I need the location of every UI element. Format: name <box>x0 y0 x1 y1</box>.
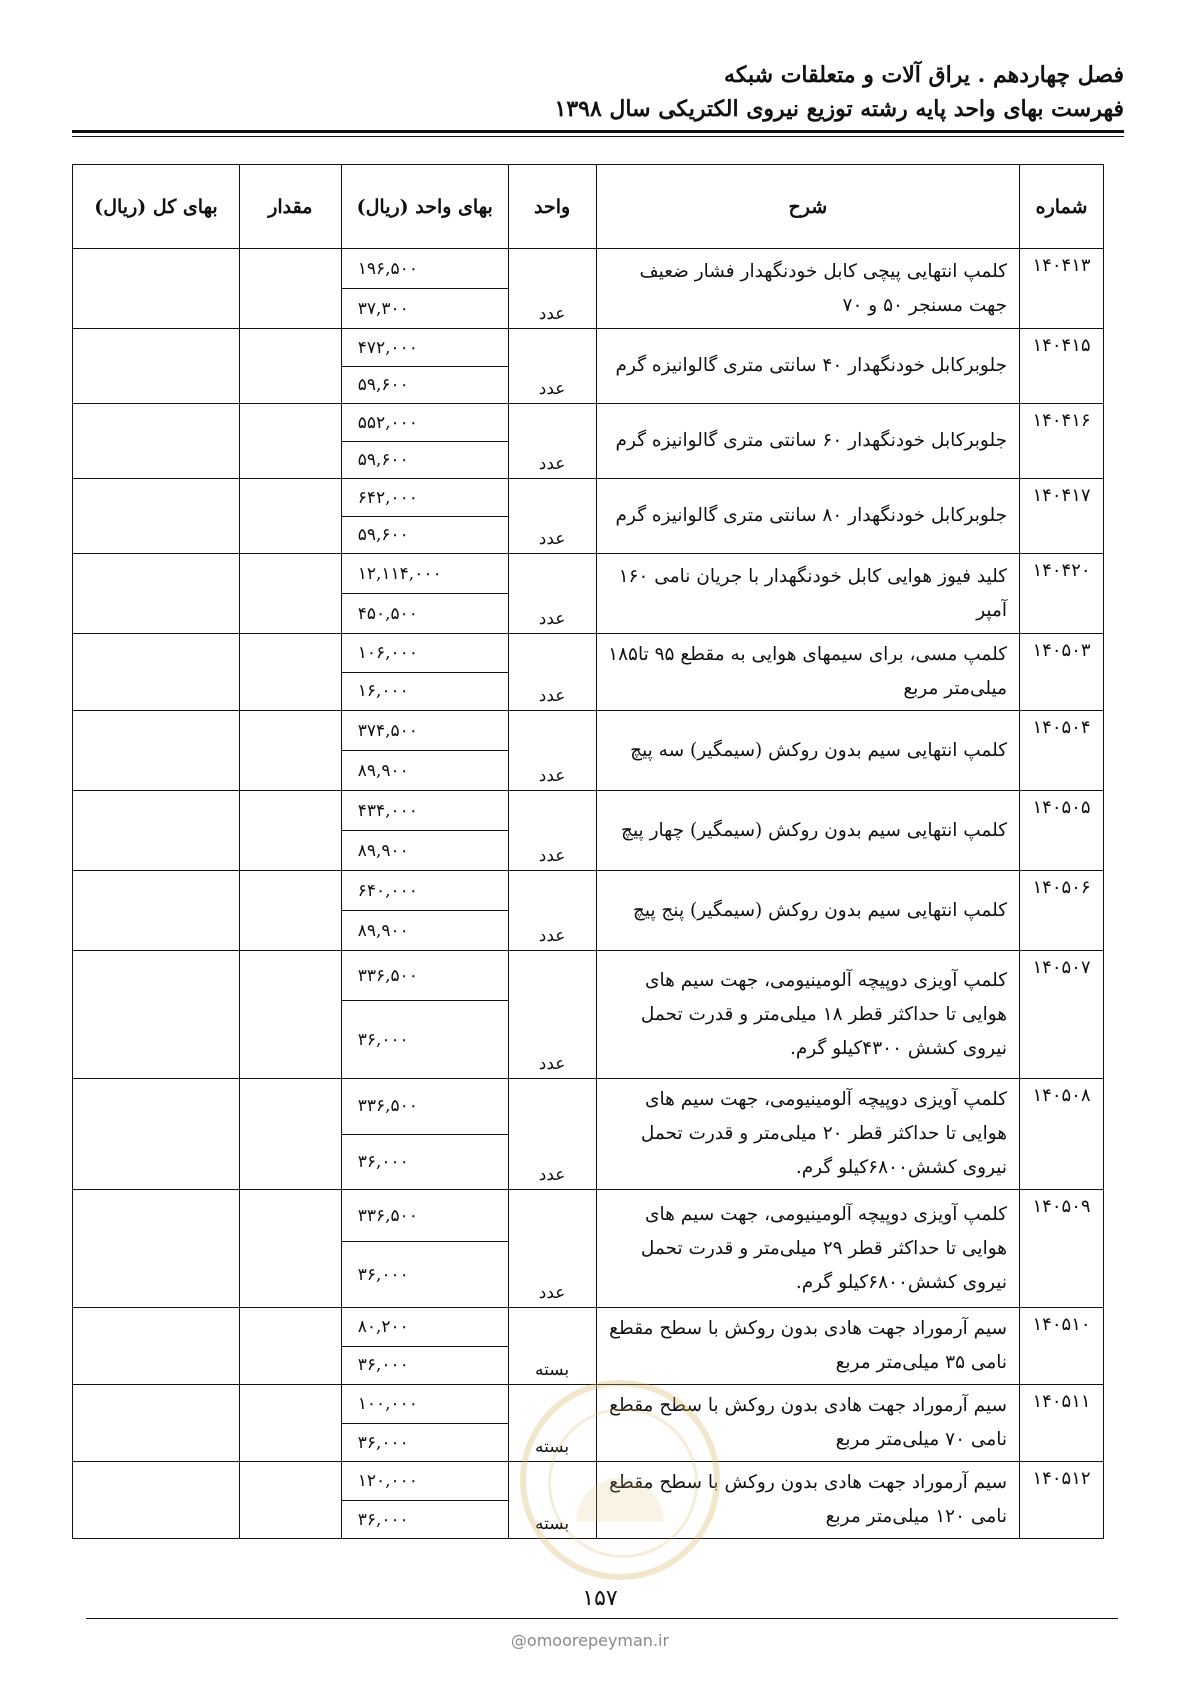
publisher-seal-watermark <box>520 1380 720 1580</box>
item-price-secondary: ۵۹,۶۰۰ <box>341 367 508 404</box>
item-price-primary: ۵۵۲,۰۰۰ <box>341 404 508 442</box>
item-total <box>73 479 240 554</box>
item-price-primary: ۳۳۶,۵۰۰ <box>341 1079 508 1135</box>
item-unit: بسته <box>508 1385 596 1462</box>
chapter-title: فصل چهاردهم . یراق آلات و متعلقات شبکه <box>724 62 1124 88</box>
item-unit: عدد <box>508 1079 596 1190</box>
item-price-secondary: ۳۶,۰۰۰ <box>341 1134 508 1190</box>
item-quantity <box>239 1190 341 1308</box>
item-description: کلمپ آویزی دوپیچه آلومینیومی، جهت سیم های هوایی تا حداکثر قطر ۲۰ میلی‌متر و قدرت تحمل نیروی کشش۶۸۰۰کیلو گرم. <box>596 1079 1020 1190</box>
item-code: ۱۴۰۴۱۶ <box>1020 404 1104 479</box>
item-description: کلمپ انتهایی سیم بدون روکش (سیمگیر) چهار پیچ <box>596 791 1020 871</box>
item-price-secondary: ۸۹,۹۰۰ <box>341 831 508 871</box>
item-code: ۱۴۰۵۱۱ <box>1020 1385 1104 1462</box>
item-price-secondary: ۳۶,۰۰۰ <box>341 1501 508 1539</box>
item-code: ۱۴۰۵۰۸ <box>1020 1079 1104 1190</box>
header-rule-thick <box>72 130 1124 133</box>
item-unit: عدد <box>508 1190 596 1308</box>
item-description: کلمپ انتهایی پیچی کابل خودنگهدار فشار ضعیف جهت مسنجر ۵۰ و ۷۰ <box>596 249 1020 329</box>
item-description: کلمپ انتهایی سیم بدون روکش (سیمگیر) سه پیچ <box>596 711 1020 791</box>
item-quantity <box>239 871 341 951</box>
table-header-row <box>73 165 1104 249</box>
item-code: ۱۴۰۵۱۰ <box>1020 1308 1104 1385</box>
item-price-secondary: ۳۶,۰۰۰ <box>341 1242 508 1308</box>
item-price-primary: ۳۷۴,۵۰۰ <box>341 711 508 751</box>
table-row <box>73 1308 1104 1347</box>
item-price-primary: ۴۳۴,۰۰۰ <box>341 791 508 831</box>
col-total-price-header: بهای کل (ریال) <box>73 165 240 249</box>
item-description: جلوبرکابل خودنگهدار ۴۰ سانتی متری گالوانیزه گرم <box>596 329 1020 404</box>
item-total <box>73 711 240 791</box>
item-description: جلوبرکابل خودنگهدار ۸۰ سانتی متری گالوانیزه گرم <box>596 479 1020 554</box>
item-quantity <box>239 791 341 871</box>
table-row <box>73 634 1104 673</box>
item-total <box>73 1308 240 1385</box>
item-unit: بسته <box>508 1462 596 1539</box>
item-description: جلوبرکابل خودنگهدار ۶۰ سانتی متری گالوانیزه گرم <box>596 404 1020 479</box>
table-row <box>73 791 1104 831</box>
header-rule-thin <box>72 136 1124 137</box>
item-code: ۱۴۰۴۱۷ <box>1020 479 1104 554</box>
item-unit: عدد <box>508 404 596 479</box>
item-total <box>73 1462 240 1539</box>
page-header <box>72 58 1124 126</box>
table-row <box>73 329 1104 367</box>
item-price-secondary: ۸۹,۹۰۰ <box>341 751 508 791</box>
item-code: ۱۴۰۴۲۰ <box>1020 554 1104 634</box>
item-quantity <box>239 329 341 404</box>
item-price-primary: ۱۰۰,۰۰۰ <box>341 1385 508 1424</box>
table-row <box>73 871 1104 911</box>
item-unit: عدد <box>508 634 596 711</box>
list-title: فهرست بهای واحد پایه رشته توزیع نیروی الکتریکی سال ۱۳۹۸ <box>554 96 1124 122</box>
item-price-primary: ۳۳۶,۵۰۰ <box>341 951 508 1001</box>
item-quantity <box>239 1308 341 1385</box>
item-quantity <box>239 634 341 711</box>
item-price-secondary: ۵۹,۶۰۰ <box>341 442 508 479</box>
item-price-primary: ۱۰۶,۰۰۰ <box>341 634 508 673</box>
item-unit: عدد <box>508 249 596 329</box>
item-quantity <box>239 554 341 634</box>
item-code: ۱۴۰۵۰۴ <box>1020 711 1104 791</box>
table-body <box>73 249 1104 1539</box>
table-row <box>73 711 1104 751</box>
table-row <box>73 404 1104 442</box>
item-quantity <box>239 711 341 791</box>
item-total <box>73 791 240 871</box>
item-description: سیم آرموراد جهت هادی بدون روکش با سطح مقطع نامی ۱۲۰ میلی‌متر مربع <box>596 1462 1020 1539</box>
item-description: کلمپ مسی، برای سیمهای هوایی به مقطع ۹۵ تا۱۸۵ میلی‌متر مربع <box>596 634 1020 711</box>
item-quantity <box>239 1462 341 1539</box>
item-price-secondary: ۴۵۰,۵۰۰ <box>341 594 508 634</box>
item-description: کلمپ آویزی دوپیچه آلومینیومی، جهت سیم های هوایی تا حداکثر قطر ۲۹ میلی‌متر و قدرت تحمل نیروی کشش۶۸۰۰کیلو گرم. <box>596 1190 1020 1308</box>
col-description-header: شرح <box>596 165 1020 249</box>
item-price-primary: ۴۷۲,۰۰۰ <box>341 329 508 367</box>
site-watermark: @omoorepeyman.ir <box>510 1631 670 1650</box>
item-total <box>73 554 240 634</box>
item-price-secondary: ۳۶,۰۰۰ <box>341 1001 508 1079</box>
table-row <box>73 554 1104 594</box>
item-unit: عدد <box>508 329 596 404</box>
item-price-primary: ۳۳۶,۵۰۰ <box>341 1190 508 1242</box>
item-price-primary: ۶۴۲,۰۰۰ <box>341 479 508 517</box>
item-unit: عدد <box>508 951 596 1079</box>
col-unit-price-header: بهای واحد (ریال) <box>341 165 508 249</box>
table-row <box>73 1190 1104 1242</box>
item-code: ۱۴۰۵۰۶ <box>1020 871 1104 951</box>
table-row <box>73 479 1104 517</box>
item-price-primary: ۱۲۰,۰۰۰ <box>341 1462 508 1501</box>
table-row <box>73 951 1104 1001</box>
item-total <box>73 1079 240 1190</box>
item-price-primary: ۶۴۰,۰۰۰ <box>341 871 508 911</box>
price-table <box>72 164 1104 1539</box>
item-price-secondary: ۸۹,۹۰۰ <box>341 911 508 951</box>
item-price-primary: ۸۰,۲۰۰ <box>341 1308 508 1347</box>
item-total <box>73 871 240 951</box>
item-quantity <box>239 249 341 329</box>
item-price-secondary: ۵۹,۶۰۰ <box>341 517 508 554</box>
item-total <box>73 1385 240 1462</box>
item-price-secondary: ۳۷,۳۰۰ <box>341 289 508 329</box>
footer-rule <box>86 1618 1118 1619</box>
item-price-secondary: ۳۶,۰۰۰ <box>341 1424 508 1462</box>
item-code: ۱۴۰۵۰۹ <box>1020 1190 1104 1308</box>
item-total <box>73 404 240 479</box>
item-code: ۱۴۰۵۰۳ <box>1020 634 1104 711</box>
item-description: کلمپ انتهایی سیم بدون روکش (سیمگیر) پنج پیچ <box>596 871 1020 951</box>
item-total <box>73 634 240 711</box>
item-description: سیم آرموراد جهت هادی بدون روکش با سطح مقطع نامی ۳۵ میلی‌متر مربع <box>596 1308 1020 1385</box>
item-unit: عدد <box>508 554 596 634</box>
item-code: ۱۴۰۵۰۵ <box>1020 791 1104 871</box>
item-quantity <box>239 479 341 554</box>
item-description: کلمپ آویزی دوپیچه آلومینیومی، جهت سیم های هوایی تا حداکثر قطر ۱۸ میلی‌متر و قدرت تحمل نیروی کشش ۴۳۰۰کیلو گرم. <box>596 951 1020 1079</box>
item-description: کلید فیوز هوایی کابل خودنگهدار با جریان نامی ۱۶۰ آمپر <box>596 554 1020 634</box>
table-row <box>73 249 1104 289</box>
col-quantity-header: مقدار <box>239 165 341 249</box>
item-total <box>73 951 240 1079</box>
item-quantity <box>239 1079 341 1190</box>
item-total <box>73 1190 240 1308</box>
item-code: ۱۴۰۵۱۲ <box>1020 1462 1104 1539</box>
item-price-primary: ۱۲,۱۱۴,۰۰۰ <box>341 554 508 594</box>
item-total <box>73 249 240 329</box>
page-number: ۱۵۷ <box>582 1586 618 1611</box>
item-price-secondary: ۱۶,۰۰۰ <box>341 672 508 711</box>
item-unit: عدد <box>508 479 596 554</box>
item-unit: عدد <box>508 791 596 871</box>
item-quantity <box>239 1385 341 1462</box>
col-number-header: شماره <box>1020 165 1104 249</box>
item-code: ۱۴۰۴۱۵ <box>1020 329 1104 404</box>
item-description: سیم آرموراد جهت هادی بدون روکش با سطح مقطع نامی ۷۰ میلی‌متر مربع <box>596 1385 1020 1462</box>
item-unit: عدد <box>508 871 596 951</box>
col-unit-header: واحد <box>508 165 596 249</box>
item-quantity <box>239 951 341 1079</box>
item-total <box>73 329 240 404</box>
item-code: ۱۴۰۴۱۳ <box>1020 249 1104 329</box>
item-unit: بسته <box>508 1308 596 1385</box>
item-price-primary: ۱۹۶,۵۰۰ <box>341 249 508 289</box>
item-price-secondary: ۳۶,۰۰۰ <box>341 1346 508 1385</box>
item-unit: عدد <box>508 711 596 791</box>
table-row <box>73 1079 1104 1135</box>
item-code: ۱۴۰۵۰۷ <box>1020 951 1104 1079</box>
item-quantity <box>239 404 341 479</box>
